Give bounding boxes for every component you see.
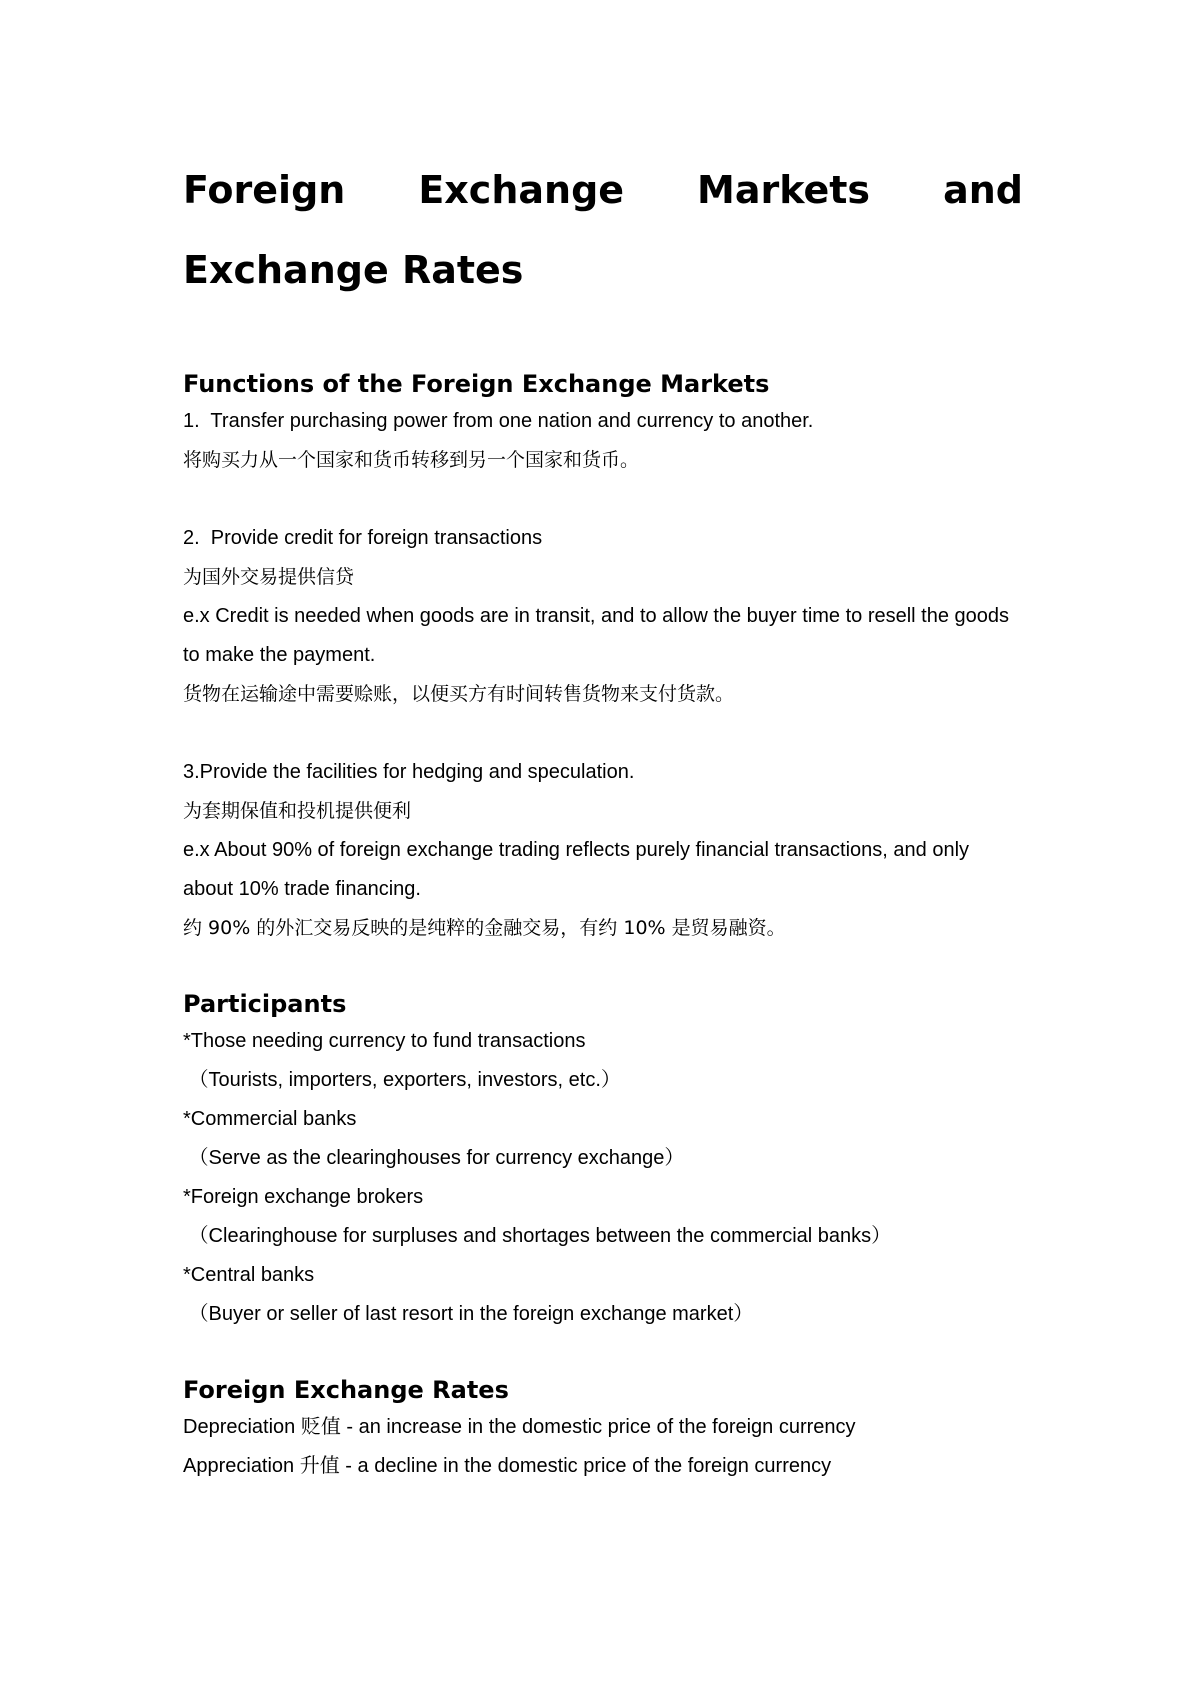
title-word: Markets	[697, 168, 871, 212]
participant-name: *Central banks	[183, 1264, 315, 1286]
participant-note: （Serve as the clearinghouses for currency exchange）	[183, 1147, 685, 1169]
title-line-1	[183, 150, 1023, 230]
function-1-zh: 将购买力从一个国家和货币转移到另一个国家和货币。	[183, 449, 640, 471]
participant-note: （Buyer or seller of last resort in the foreign exchange market）	[183, 1303, 754, 1325]
function-2-zh: 为国外交易提供信贷	[183, 566, 355, 588]
function-2-example-zh: 货物在运输途中需要赊账，以便买方有时间转售货物来支付货款。	[183, 683, 735, 705]
rates-heading: Foreign Exchange Rates	[183, 1376, 509, 1404]
function-1-en: 1. Transfer purchasing power from one nation and currency to another.	[183, 410, 814, 432]
participants-heading: Participants	[183, 990, 347, 1018]
document-body	[183, 150, 1023, 1486]
function-3-en: 3.Provide the facilities for hedging and speculation.	[183, 761, 635, 783]
function-3-example-zh: 约 90% 的外汇交易反映的是纯粹的金融交易，有约 10% 是贸易融资。	[183, 917, 786, 939]
function-2-en: 2. Provide credit for foreign transactions	[183, 527, 543, 549]
appreciation-definition: Appreciation 升值 - a decline in the domestic price of the foreign currency	[183, 1455, 832, 1477]
participant-note: （Clearinghouse for surpluses and shortages between the commercial banks）	[183, 1225, 892, 1247]
functions-heading: Functions of the Foreign Exchange Markets	[183, 370, 770, 398]
depreciation-definition: Depreciation 贬值 - an increase in the domestic price of the foreign currency	[183, 1416, 856, 1438]
participant-note: （Tourists, importers, exporters, investors, etc.）	[183, 1069, 621, 1091]
title-word: Exchange	[418, 168, 625, 212]
participant-name: *Foreign exchange brokers	[183, 1186, 424, 1208]
participant-name: *Those needing currency to fund transactions	[183, 1030, 586, 1052]
function-3-zh: 为套期保值和投机提供便利	[183, 800, 412, 822]
title-word: and	[943, 168, 1023, 212]
function-3-example-en: e.x About 90% of foreign exchange trading reflects purely financial transactions, and only about 10% trade financing.	[183, 839, 975, 900]
participant-name: *Commercial banks	[183, 1108, 357, 1130]
function-2-example-en: e.x Credit is needed when goods are in transit, and to allow the buyer time to resell the goods to make the payment.	[183, 605, 1015, 666]
title-line-2: Exchange Rates	[183, 248, 524, 292]
document-title	[183, 150, 1023, 310]
title-word: Foreign	[183, 168, 346, 212]
